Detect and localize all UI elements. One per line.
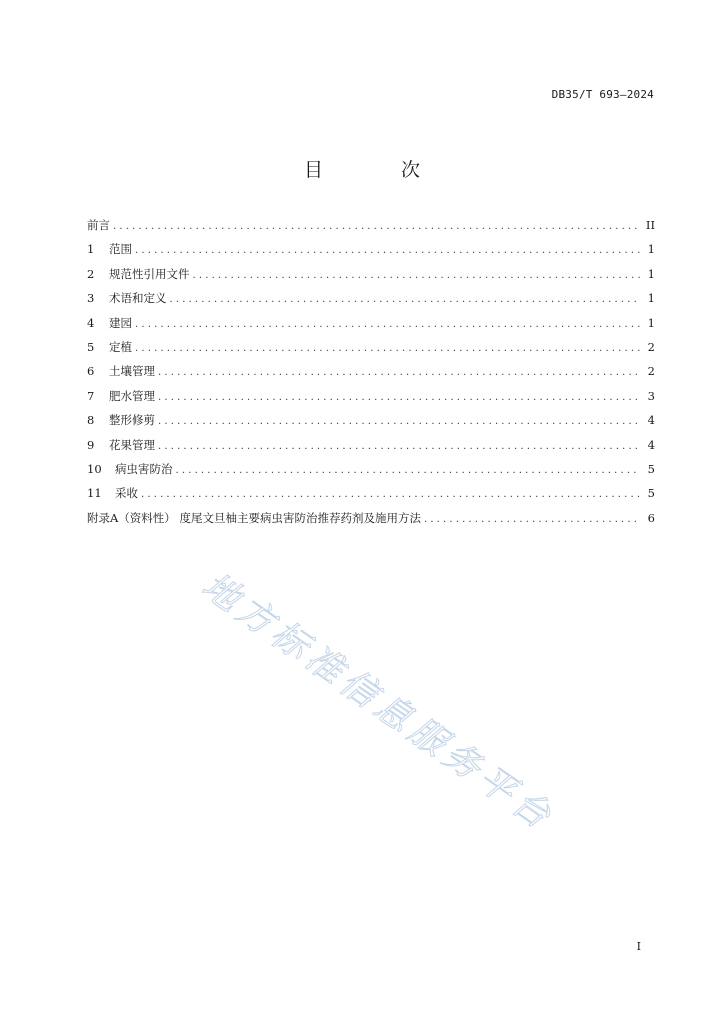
- toc-leader-dots: [113, 221, 640, 232]
- toc-entry-page: 4: [647, 413, 655, 428]
- toc-leader-dots: [170, 294, 641, 305]
- toc-entry-2[interactable]: [87, 266, 655, 290]
- toc-entry-label: 土壤管理: [109, 364, 155, 379]
- toc-entry-page: 1: [647, 315, 655, 330]
- toc-entry-number: 9: [87, 437, 95, 452]
- standard-code: DB35/T 693—2024: [551, 88, 654, 101]
- toc-entry-label: 术语和定义: [109, 291, 167, 306]
- toc-entry-foreword[interactable]: [87, 217, 655, 241]
- toc-entry-label: 病虫害防治: [115, 461, 173, 476]
- toc-entry-number: 6: [87, 364, 95, 379]
- toc-entry-page: 3: [647, 388, 655, 403]
- toc-entry-label: 定植: [109, 339, 132, 354]
- toc-entry-label: 采收: [115, 486, 138, 501]
- toc-entry-page: 1: [647, 266, 655, 281]
- toc-entry-number: 4: [87, 315, 95, 330]
- toc-entry-3[interactable]: [87, 290, 655, 314]
- toc-entry-number: 10: [87, 461, 102, 476]
- toc-leader-dots: [424, 514, 640, 525]
- toc-entry-number: 5: [87, 339, 95, 354]
- toc-entry-page: 5: [647, 461, 655, 476]
- toc-entry-9[interactable]: [87, 437, 655, 461]
- watermark: 地方标准信息服务平台: [194, 565, 563, 840]
- toc-entry-page: 2: [647, 339, 655, 354]
- toc-entry-6[interactable]: [87, 363, 655, 387]
- toc-entry-number: 2: [87, 266, 95, 281]
- toc-leader-dots: [135, 245, 640, 256]
- page-number: I: [636, 940, 641, 953]
- toc-entry-label: 肥水管理: [109, 388, 155, 403]
- toc-entry-4[interactable]: [87, 315, 655, 339]
- toc-entry-page: 5: [647, 486, 655, 501]
- toc-leader-dots: [141, 489, 640, 500]
- toc-leader-dots: [158, 367, 640, 378]
- toc-entry-1[interactable]: [87, 241, 655, 265]
- toc-entry-label: 范围: [109, 242, 132, 257]
- toc-entry-label: 附录A（资料性） 度尾文旦柚主要病虫害防治推荐药剂及施用方法: [87, 510, 421, 525]
- toc-entry-number: 8: [87, 413, 95, 428]
- page-title: 目 次: [303, 159, 457, 181]
- toc-entry-page: 6: [647, 510, 655, 525]
- toc-leader-dots: [158, 416, 640, 427]
- toc-leader-dots: [135, 319, 640, 330]
- toc-entry-5[interactable]: [87, 339, 655, 363]
- toc-entry-number: 1: [87, 242, 95, 257]
- toc-entry-label: 花果管理: [109, 437, 155, 452]
- toc-entry-page: 1: [647, 291, 655, 306]
- table-of-contents: [87, 217, 655, 534]
- toc-entry-11[interactable]: [87, 485, 655, 509]
- toc-leader-dots: [193, 270, 641, 281]
- toc-entry-page: 1: [647, 242, 655, 257]
- toc-entry-page: 2: [647, 364, 655, 379]
- toc-entry-number: 3: [87, 291, 95, 306]
- toc-entry-10[interactable]: [87, 461, 655, 485]
- toc-entry-label: 前言: [87, 218, 110, 232]
- toc-entry-page: II: [645, 218, 655, 232]
- toc-entry-label: 整形修剪: [109, 413, 155, 428]
- toc-entry-8[interactable]: [87, 412, 655, 436]
- toc-leader-dots: [135, 343, 640, 354]
- toc-entry-number: 11: [87, 486, 102, 501]
- toc-leader-dots: [176, 465, 641, 476]
- toc-entry-appendix-a[interactable]: [87, 510, 655, 534]
- toc-entry-label: 规范性引用文件: [109, 266, 190, 281]
- toc-entry-page: 4: [647, 437, 655, 452]
- toc-leader-dots: [158, 392, 640, 403]
- toc-entry-number: 7: [87, 388, 95, 403]
- toc-entry-label: 建园: [109, 315, 132, 330]
- toc-leader-dots: [158, 441, 640, 452]
- toc-entry-7[interactable]: [87, 388, 655, 412]
